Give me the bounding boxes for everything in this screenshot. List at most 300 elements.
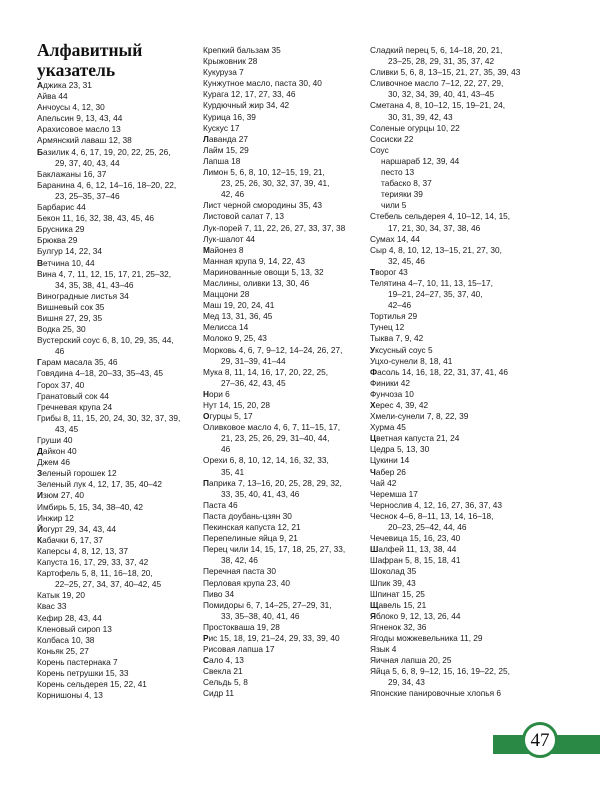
index-entry xyxy=(37,490,193,501)
index-entry xyxy=(370,45,530,56)
index-entry-text: Шпинат 15, 25 xyxy=(370,588,425,599)
index-entry xyxy=(203,544,365,555)
index-entry-text: 30, 32, 34, 39, 40, 41, 43–45 xyxy=(388,89,495,100)
index-column-1 xyxy=(37,80,193,701)
index-entry-continuation xyxy=(370,300,530,311)
index-entry xyxy=(370,134,530,145)
index-entry-text: Простокваша 19, 28 xyxy=(203,621,280,632)
index-entry-text: Водка 25, 30 xyxy=(37,324,86,335)
index-entry-text: Морковь 4, 6, 7, 9–12, 14–24, 26, 27, xyxy=(203,344,343,355)
index-entry-text: Зеленый лук 4, 12, 17, 35, 40–42 xyxy=(37,479,163,490)
index-entry xyxy=(37,368,193,379)
index-entry xyxy=(37,624,193,635)
index-entry-continuation xyxy=(203,378,365,389)
index-entry-text: Сыр 4, 8, 10, 12, 13–15, 21, 27, 30, xyxy=(370,244,502,255)
index-entry xyxy=(203,511,365,522)
index-entry-text: Сидр 11 xyxy=(203,688,234,699)
index-entry xyxy=(370,467,530,478)
index-entry xyxy=(203,100,365,111)
index-entry xyxy=(370,555,530,566)
index-entry xyxy=(37,302,193,313)
index-entry-text: 19–21, 24–27, 35, 37, 40, xyxy=(388,289,483,300)
index-entry xyxy=(37,601,193,612)
index-entry xyxy=(370,600,530,611)
letter-initial: Ч xyxy=(370,466,376,477)
index-entry-text: Чай 42 xyxy=(370,477,397,488)
index-entry-text: Лапша 18 xyxy=(203,155,241,166)
index-entry xyxy=(37,113,193,124)
index-entry xyxy=(203,578,365,589)
index-entry xyxy=(203,589,365,600)
index-entry xyxy=(203,278,365,289)
index-entry xyxy=(203,322,365,333)
index-entry-continuation xyxy=(203,489,365,500)
index-entry-text: Крепкий бальзам 35 xyxy=(203,45,281,55)
index-entry-text: ворог 43 xyxy=(375,266,408,277)
letter-initial: А xyxy=(37,80,43,90)
index-entry-continuation xyxy=(370,677,530,688)
index-entry-text: Перечная паста 30 xyxy=(203,566,276,577)
index-entry xyxy=(203,78,365,89)
index-entry-text: 46 xyxy=(55,346,65,357)
index-entry-text: Сливочное масло 7–12, 22, 27, 29, xyxy=(370,78,504,89)
index-entry-continuation xyxy=(370,223,530,234)
index-entry xyxy=(370,500,530,511)
index-entry xyxy=(203,389,365,400)
index-entry xyxy=(37,635,193,646)
index-entry-text: ори 6 xyxy=(209,388,230,399)
index-entry-text: Телятина 4–7, 10, 11, 13, 15–17, xyxy=(370,277,493,288)
index-entry-text: Коньяк 25, 27 xyxy=(37,645,89,656)
index-entry-continuation xyxy=(37,579,193,590)
index-entry xyxy=(37,224,193,235)
index-entry-text: Вина 4, 7, 11, 12, 15, 17, 21, 25–32, xyxy=(37,268,172,279)
index-entry-text: Мелисса 14 xyxy=(203,322,249,333)
index-entry-text: зюм 27, 40 xyxy=(42,490,84,501)
letter-initial: Х xyxy=(370,400,376,410)
index-entry xyxy=(203,345,365,356)
index-entry-text: Молоко 9, 25, 43 xyxy=(203,333,267,344)
index-entry-text: Сладкий перец 5, 6, 14–18, 20, 21, xyxy=(370,45,503,55)
page-title: Алфавитный указатель xyxy=(37,40,143,80)
index-entry-text: Яйца 5, 6, 8, 9–12, 15, 16, 19–22, 25, xyxy=(370,666,510,677)
index-entry xyxy=(37,313,193,324)
index-entry xyxy=(37,413,193,424)
index-entry xyxy=(370,400,530,411)
index-entry xyxy=(370,533,530,544)
index-entry xyxy=(203,89,365,100)
index-entry xyxy=(203,167,365,178)
index-entry xyxy=(37,679,193,690)
index-entry xyxy=(37,147,193,158)
letter-initial: П xyxy=(203,477,209,488)
index-entry-text: 30, 31, 39, 42, 43 xyxy=(388,111,453,122)
index-entry xyxy=(203,478,365,489)
index-entry xyxy=(203,566,365,577)
index-entry xyxy=(370,511,530,522)
index-entry-text: 35, 41 xyxy=(221,466,245,477)
index-entry-text: Перец чили 14, 15, 17, 18, 25, 27, 33, xyxy=(203,544,346,555)
index-entry-text: Ягненок 32, 36 xyxy=(370,621,427,632)
index-entry xyxy=(370,422,530,433)
index-entry-text: Сельдь 5, 8 xyxy=(203,677,248,688)
index-entry xyxy=(203,533,365,544)
index-entry xyxy=(37,380,193,391)
index-entry-continuation xyxy=(370,289,530,300)
index-entry-text: Чечевица 15, 16, 23, 40 xyxy=(370,533,461,544)
index-entry xyxy=(370,622,530,633)
index-entry-text: Бекон 11, 16, 32, 38, 43, 45, 46 xyxy=(37,213,154,224)
index-entry-continuation xyxy=(203,189,365,200)
index-entry-continuation xyxy=(203,555,365,566)
index-entry xyxy=(37,169,193,180)
index-entry xyxy=(203,622,365,633)
index-entry-text: Помидоры 6, 7, 14–25, 27–29, 31, xyxy=(203,599,332,610)
index-entry-text: Квас 33 xyxy=(37,601,67,612)
index-entry xyxy=(370,67,530,78)
index-entry xyxy=(37,546,193,557)
index-entry xyxy=(203,245,365,256)
index-entry-text: 42, 46 xyxy=(221,189,245,200)
index-entry xyxy=(370,411,530,422)
index-entry-text: Груши 40 xyxy=(37,435,73,445)
letter-initial: Р xyxy=(203,632,209,643)
index-entry-continuation xyxy=(203,467,365,478)
index-entry-text: Арахисовое масло 13 xyxy=(37,124,121,135)
index-entry xyxy=(37,690,193,701)
index-entry-text: Шпик 39, 43 xyxy=(370,577,416,588)
index-entry-text: Джем 46 xyxy=(37,457,71,468)
index-entry xyxy=(203,267,365,278)
index-entry-text: Лист черной смородины 35, 43 xyxy=(203,200,322,211)
index-entry-text: Айва 44 xyxy=(37,91,68,102)
index-entry xyxy=(203,367,365,378)
index-entry-text: Вустерский соус 6, 8, 10, 29, 35, 44, xyxy=(37,335,174,346)
index-entry-continuation xyxy=(370,256,530,267)
index-entry xyxy=(203,123,365,134)
index-entry-text: 42–46 xyxy=(388,300,412,311)
index-entry xyxy=(37,535,193,546)
index-entry-text: 33, 35–38, 40, 41, 46 xyxy=(221,610,300,621)
index-entry-text: арам масала 35, 46 xyxy=(41,357,118,368)
index-entry-text: Соленые огурцы 10, 22 xyxy=(370,122,460,133)
index-entry xyxy=(370,611,530,622)
letter-initial: Б xyxy=(37,146,43,157)
letter-initial: Н xyxy=(203,388,209,399)
letter-initial: Д xyxy=(37,446,43,457)
index-entry-text: Фунчоза 10 xyxy=(370,388,414,399)
index-entry xyxy=(203,422,365,433)
index-entry xyxy=(370,356,530,367)
index-entry xyxy=(370,345,530,356)
index-entry xyxy=(37,613,193,624)
index-entry-text: Ягоды можжевельника 11, 29 xyxy=(370,632,483,643)
index-entry xyxy=(370,455,530,466)
index-entry xyxy=(370,566,530,577)
index-column-2 xyxy=(203,45,365,700)
index-subentry xyxy=(370,189,530,200)
index-entry xyxy=(370,100,530,111)
index-entry-text: Черемша 17 xyxy=(370,488,418,499)
index-entry xyxy=(37,135,193,146)
index-entry-continuation xyxy=(37,424,193,435)
index-entry-text: 21, 23, 25, 26, 29, 31–40, 44, xyxy=(221,433,330,444)
index-entry xyxy=(370,311,530,322)
index-entry-continuation xyxy=(203,356,365,367)
index-entry xyxy=(370,433,530,444)
index-entry-text: Орехи 6, 8, 10, 12, 14, 16, 32, 33, xyxy=(203,455,329,466)
index-entry xyxy=(37,235,193,246)
index-entry xyxy=(203,522,365,533)
index-entry-continuation xyxy=(370,89,530,100)
index-entry-text: Грибы 8, 11, 15, 20, 24, 30, 32, 37, 39, xyxy=(37,412,181,423)
letter-initial: Я xyxy=(370,610,376,621)
index-entry-text: Корнишоны 4, 13 xyxy=(37,690,103,701)
index-entry xyxy=(37,202,193,213)
index-entry-text: Маслины, оливки 13, 30, 46 xyxy=(203,277,310,288)
index-entry-text: Паста доубань-цзян 30 xyxy=(203,510,292,521)
index-subentry xyxy=(370,156,530,167)
index-entry xyxy=(203,45,365,56)
index-entry-text: Яичная лапша 20, 25 xyxy=(370,655,452,666)
index-entry-text: Брюква 29 xyxy=(37,235,78,246)
index-entry-text: Кукуруза 7 xyxy=(203,67,244,78)
index-entry-continuation xyxy=(370,56,530,67)
index-entry xyxy=(37,391,193,402)
index-entry xyxy=(203,300,365,311)
index-entry-text: Корень пастернака 7 xyxy=(37,656,118,667)
index-entry xyxy=(203,200,365,211)
index-entry-text: Кефир 28, 43, 44 xyxy=(37,612,102,623)
index-entry-text: 23, 25, 26, 30, 32, 37, 39, 41, xyxy=(221,178,330,189)
index-entry-text: Булгур 14, 22, 34 xyxy=(37,246,102,257)
index-entry-text: абер 26 xyxy=(375,466,406,477)
index-entry-text: Шафран 5, 8, 15, 18, 41 xyxy=(370,555,461,566)
index-entry-text: Уцхо-сунели 8, 18, 41 xyxy=(370,355,453,366)
index-entry-text: блоко 9, 12, 13, 26, 44 xyxy=(375,610,461,621)
index-entry xyxy=(370,245,530,256)
index-entry xyxy=(37,269,193,280)
index-entry-text: Пиво 34 xyxy=(203,588,235,599)
index-entry-text: Чернослив 4, 12, 16, 27, 36, 37, 43 xyxy=(370,499,502,510)
index-entry-text: 29, 34, 43 xyxy=(388,677,425,688)
index-entry-text: 46 xyxy=(221,444,231,455)
index-entry-text: Мука 8, 11, 14, 16, 17, 20, 22, 25, xyxy=(203,366,329,377)
index-entry xyxy=(203,633,365,644)
index-entry-text: Язык 4 xyxy=(370,644,397,655)
index-entry xyxy=(37,402,193,413)
index-entry-text: Барбарис 44 xyxy=(37,202,86,213)
index-entry-text: Тыква 7, 9, 42 xyxy=(370,333,424,344)
index-entry xyxy=(203,145,365,156)
index-entry-text: табаско 8, 37 xyxy=(381,178,432,189)
index-entry-text: Вишневый сок 35 xyxy=(37,301,105,312)
index-entry-text: айкон 40 xyxy=(42,446,77,457)
index-entry xyxy=(203,411,365,422)
index-entry-text: гурцы 5, 17 xyxy=(209,411,253,422)
index-entry xyxy=(370,378,530,389)
index-entry xyxy=(370,478,530,489)
index-entry xyxy=(370,655,530,666)
index-entry-text: Финики 42 xyxy=(370,377,410,388)
index-entry-text: Курица 16, 39 xyxy=(203,111,256,122)
index-entry-text: 22–25, 27, 34, 37, 40–42, 45 xyxy=(55,579,162,590)
index-entry-text: Оливковое масло 4, 6, 7, 11–15, 17, xyxy=(203,422,341,433)
index-entry xyxy=(203,134,365,145)
index-entry xyxy=(370,78,530,89)
index-entry-text: чили 5 xyxy=(381,200,407,211)
letter-initial: Й xyxy=(37,523,43,534)
index-entry-text: наршараб 12, 39, 44 xyxy=(381,155,460,166)
index-entry-continuation xyxy=(203,178,365,189)
index-entry-text: Лук-шалот 44 xyxy=(203,233,256,244)
index-entry xyxy=(37,80,193,91)
index-entry-continuation xyxy=(37,280,193,291)
index-entry xyxy=(37,124,193,135)
index-entry-text: 38, 42, 46 xyxy=(221,555,258,566)
index-entry-text: Лайм 15, 29 xyxy=(203,144,249,155)
letter-initial: Ф xyxy=(370,366,378,377)
index-entry-text: Капуста 16, 17, 29, 33, 37, 42 xyxy=(37,557,149,568)
letter-initial: В xyxy=(37,257,43,268)
index-entry xyxy=(370,234,530,245)
index-entry-continuation xyxy=(203,611,365,622)
letter-initial: Л xyxy=(203,133,209,144)
index-entry-text: 20–23, 25–42, 44, 46 xyxy=(388,522,467,533)
index-entry xyxy=(37,657,193,668)
index-entry xyxy=(203,666,365,677)
index-entry-text: Армянский лаваш 12, 38 xyxy=(37,135,132,146)
letter-initial: К xyxy=(37,534,43,545)
index-entry xyxy=(37,246,193,257)
index-entry xyxy=(370,688,530,699)
index-entry-text: Анчоусы 4, 12, 30 xyxy=(37,102,105,113)
index-entry-text: Кускус 17 xyxy=(203,122,240,133)
index-entry xyxy=(370,489,530,500)
index-subentry xyxy=(370,167,530,178)
index-entry-text: 43, 45 xyxy=(55,423,79,434)
index-entry xyxy=(203,234,365,245)
index-entry-text: Рисовая лапша 17 xyxy=(203,644,275,655)
index-entry xyxy=(370,444,530,455)
page-number-badge xyxy=(522,722,558,758)
index-entry xyxy=(203,677,365,688)
index-entry-text: Крыжовник 28 xyxy=(203,56,258,67)
index-entry xyxy=(37,435,193,446)
index-entry xyxy=(37,291,193,302)
index-entry xyxy=(37,102,193,113)
letter-initial: У xyxy=(370,344,376,355)
index-entry-text: Инжир 12 xyxy=(37,512,74,523)
index-entry-text: етчина 10, 44 xyxy=(43,257,95,268)
index-entry xyxy=(370,644,530,655)
index-entry-text: Гранатовый сок 44 xyxy=(37,390,109,401)
index-entry-text: априка 7, 13–16, 20, 25, 28, 29, 32, xyxy=(208,477,342,488)
index-entry xyxy=(203,500,365,511)
index-entry-text: терияки 39 xyxy=(381,189,423,200)
letter-initial: С xyxy=(203,655,209,666)
index-entry xyxy=(370,389,530,400)
index-entry-text: Кленовый сироп 13 xyxy=(37,623,112,634)
index-entry-text: джика 23, 31 xyxy=(43,80,92,90)
index-entry xyxy=(203,311,365,322)
index-entry-text: Апельсин 9, 13, 43, 44 xyxy=(37,113,123,124)
index-entry xyxy=(37,568,193,579)
index-entry-continuation xyxy=(37,346,193,357)
letter-initial: Ц xyxy=(370,433,377,444)
index-entry-text: Корень петрушки 15, 33 xyxy=(37,667,129,678)
index-entry-continuation xyxy=(203,433,365,444)
index-entry-text: Лимон 5, 6, 8, 10, 12–15, 19, 21, xyxy=(203,167,325,178)
index-entry-text: еленый горошек 12 xyxy=(42,468,117,479)
index-entry-text: Тунец 12 xyxy=(370,322,405,333)
index-entry-text: Чеснок 4–6, 8–11, 13, 14, 16–18, xyxy=(370,510,494,521)
index-entry xyxy=(370,633,530,644)
index-entry-text: Шоколад 35 xyxy=(370,566,417,577)
index-entry xyxy=(203,600,365,611)
index-entry-text: 29, 37, 40, 43, 44 xyxy=(55,157,120,168)
index-entry xyxy=(37,258,193,269)
index-entry xyxy=(203,289,365,300)
index-entry xyxy=(203,644,365,655)
index-entry-text: 34, 35, 38, 41, 43–46 xyxy=(55,279,134,290)
index-entry-text: авель 15, 21 xyxy=(378,599,427,610)
index-entry xyxy=(37,646,193,657)
letter-initial: Г xyxy=(37,357,42,368)
index-entry-text: ерес 4, 39, 42 xyxy=(375,400,429,410)
index-entry-text: Перловая крупа 23, 40 xyxy=(203,577,290,588)
index-subentry xyxy=(370,200,530,211)
index-entry-continuation xyxy=(203,444,365,455)
index-entry-text: 23, 25–35, 37–46 xyxy=(55,190,120,201)
index-entry-text: Цедра 5, 13, 30 xyxy=(370,444,430,455)
index-entry xyxy=(370,333,530,344)
index-entry-text: Манная крупа 9, 14, 22, 43 xyxy=(203,255,306,266)
index-entry xyxy=(37,524,193,535)
index-entry-text: 17, 21, 30, 34, 37, 38, 46 xyxy=(388,222,481,233)
index-entry-text: Брусника 29 xyxy=(37,224,85,235)
index-entry xyxy=(203,256,365,267)
index-entry xyxy=(370,367,530,378)
index-entry-text: Хмели-сунели 7, 8, 22, 39 xyxy=(370,411,469,422)
index-entry xyxy=(37,324,193,335)
index-entry xyxy=(203,223,365,234)
index-entry-text: Виноградные листья 34 xyxy=(37,290,129,301)
index-entry-text: Катык 19, 20 xyxy=(37,590,86,601)
letter-initial: Т xyxy=(370,266,376,277)
index-entry-text: Гречневая крупа 24 xyxy=(37,401,113,412)
index-entry-continuation xyxy=(37,158,193,169)
index-entry xyxy=(203,56,365,67)
index-entry-text: Хурма 45 xyxy=(370,422,406,433)
index-entry-text: Каперсы 4, 8, 12, 13, 37 xyxy=(37,545,128,556)
index-entry xyxy=(37,502,193,513)
index-entry xyxy=(370,589,530,600)
index-entry xyxy=(37,468,193,479)
index-entry-text: Лук-порей 7, 11, 22, 26, 27, 33, 37, 38 xyxy=(203,222,346,233)
index-entry-text: Сметана 4, 8, 10–12, 15, 19–21, 24, xyxy=(370,100,506,111)
index-entry-text: Цукини 14 xyxy=(370,455,410,466)
index-entry xyxy=(203,211,365,222)
index-entry-text: алфей 11, 13, 38, 44 xyxy=(378,544,457,555)
page-number: 47 xyxy=(530,729,550,751)
index-entry-continuation xyxy=(370,522,530,533)
index-entry-text: Курдючный жир 34, 42 xyxy=(203,100,290,111)
index-entry-text: Мед 13, 31, 36, 45 xyxy=(203,311,273,322)
index-entry-text: Свекла 21 xyxy=(203,666,243,677)
index-entry xyxy=(370,123,530,134)
index-entry-text: Маццони 28 xyxy=(203,289,250,300)
